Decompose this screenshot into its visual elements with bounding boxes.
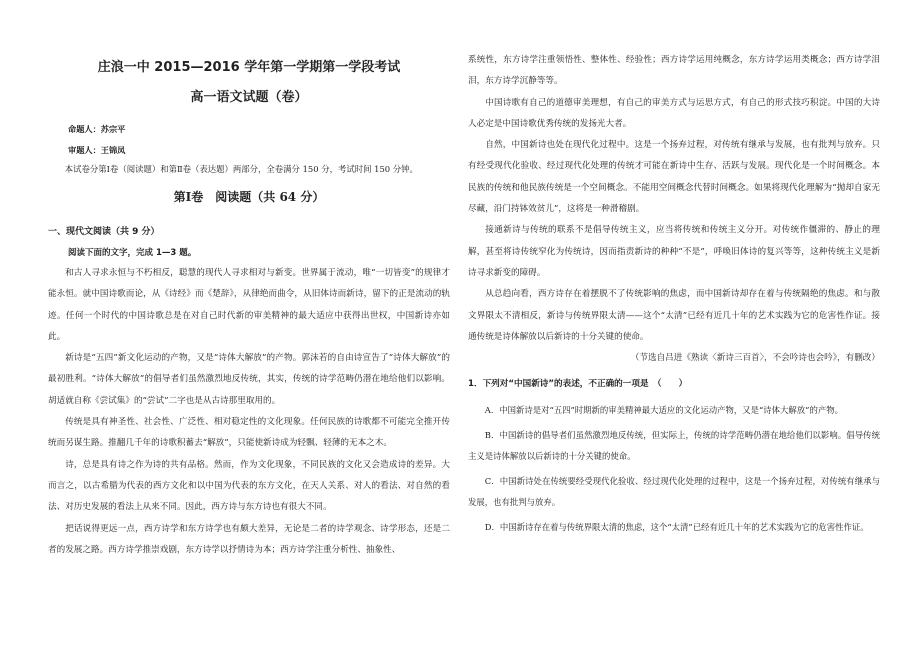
passage-paragraph: 把话说得更远一点，西方诗学和东方诗学也有颇大差异，无论是二者的诗学观念、诗学形态，还是二者的发展之路。西方诗学推崇戏剧，东方诗学以抒情诗为本；西方诗学注重分析性、抽象性、 xyxy=(48,523,450,555)
passage-paragraph: 从总趋向看，西方诗存在着摆脱不了传统影响的焦虑，而中国新诗却存在着与传统隔绝的焦虑。和与散文界限太不清相反，新诗与传统界限太清——这个“太清”已经有近几十年的艺术实践为它的危害性作证。接通传统是诗体解放以后新诗的十分关键的使命。 xyxy=(468,289,880,342)
setter-line: 命题人：苏宗平 xyxy=(68,124,126,134)
question-1-option-a: A．中国新诗是对“五四”时期新的审美精神最大适应的文化运动产物，又是“诗体大解放”的产物。 xyxy=(484,405,843,416)
passage-paragraph: 接通新诗与传统的联系不是倡导传统主义，应当将传统和传统主义分开。对传统作僵滞的、静止的理解，甚至将诗传统窄化为传统诗，因而指责新诗的种种“不是”，呼唤旧体诗的复兴等等，这种传统主义是新诗寻求新变的障碍。 xyxy=(468,225,880,278)
passage-paragraph: 和古人寻求永恒与不朽相反，聪慧的现代人寻求相对与新变。世界属于流动，唯“一切皆变”的规律才能永恒。就中国诗歌而论，从《诗经》而《楚辞》，从律绝而曲令，从旧体诗而新诗，留下的正是流动的轨迹。任何一个时代的中国诗歌总是在对自己时代新的审美精神的最大适应中获得出世权，中国新诗亦如此。 xyxy=(48,268,450,342)
question-1-option-b: B．中国新诗的倡导者们虽然激烈地反传统，但实际上，传统的诗学范畴仍潜在地给他们以影响。倡导传统主义是诗体解放以后新诗的十分关键的使命。 xyxy=(468,429,880,462)
exam-title: 庄浪一中 2015—2016 学年第一学期第一学段考试 xyxy=(97,60,401,75)
reviewer-line: 审题人：王锦凤 xyxy=(68,145,126,155)
passage-paragraph: 自然，中国新诗也处在现代化过程中。这是一个扬弃过程，对传统有继承与发展，也有批判与放弃。只有经受现代化验收、经过现代化处理的传统才可能在新诗中生存、活跃与发展。现代化是一个时间概念。本民族的传统和他民族传统是一个空间概念。不能用空间概念代替时间概念。如果将现代化理解为“抛却自家无尽藏，沿门持钵效贫儿”，这将是一种滑稽剧。 xyxy=(468,140,880,215)
question-1-option-d: D．中国新诗存在着与传统界限太清的焦虑，这个“太清”已经有近几十年的艺术实践为它的危害性作证。 xyxy=(484,521,869,532)
exam-intro: 本试卷分第Ⅰ卷（阅读题）和第Ⅱ卷（表达题）两部分，全卷满分 150 分，考试时间 150 分钟。 xyxy=(64,164,418,174)
passage-paragraph: 传统是具有神圣性、社会性、广泛性、相对稳定性的文化现象。任何民族的诗歌都不可能完全推开传统而另谋生路。推翻几千年的诗歌积蓄去“解放”，只能使新诗成为轻飘、轻薄的无本之木。 xyxy=(48,417,450,449)
passage-paragraph: 系统性，东方诗学注重领悟性、整体性、经验性；西方诗学运用纯概念，东方诗学运用类概念；西方诗学泪泪，东方诗学沉静等等。 xyxy=(468,55,880,87)
exam-subtitle: 高一语文试题（卷） xyxy=(190,90,308,105)
passage-paragraph: 诗，总是具有诗之作为诗的共有品格。然而，作为文化现象，不同民族的文化又会造成诗的差异。大而言之，以古希腊为代表的西方文化和以中国为代表的东方文化，在天人关系、对人的看法、对自然的看法、对历史发展的看法上从来不同。因此，西方诗与东方诗也有很大不同。 xyxy=(48,459,450,513)
reading-instruction: 阅读下面的文字，完成 1—3 题。 xyxy=(68,248,197,258)
passage-source: （节选自吕进《熟读〈新诗三百首〉，不会吟诗也会吟》，有删改） xyxy=(630,353,880,364)
question-1-option-c: C．中国新诗处在传统要经受现代化验收、经过现代化处理的过程中，这是一个扬弃过程，对传统有继承与发展，也有批判与放弃。 xyxy=(468,475,880,508)
part1-title: 第Ⅰ卷 阅读题（共 64 分） xyxy=(173,190,325,204)
right-column-body xyxy=(468,50,880,538)
passage-paragraph: 新诗是“五四”新文化运动的产物，又是“诗体大解放”的产物。郭沫若的自由诗宣告了“诗体大解放”的最初胜利。“诗体大解放”的倡导者们虽然激烈地反传统，其实，传统的诗学范畴仍潜在地给他们以影响。胡适就自称《尝试集》的“尝试”二字也是从古诗那里取用的。 xyxy=(48,353,450,406)
question-1-stem: 1．下列对“中国新诗”的表述，不正确的一项是 （ ） xyxy=(468,379,688,390)
passage-paragraph: 中国诗歌有自己的道德审美理想，有自己的审美方式与运思方式，有自己的形式技巧积淀。中国的大诗人必定是中国诗歌优秀传统的发扬光大者。 xyxy=(468,97,880,129)
section1-title: 一、现代文阅读（共 9 分） xyxy=(48,227,160,237)
left-column-body xyxy=(48,263,450,561)
